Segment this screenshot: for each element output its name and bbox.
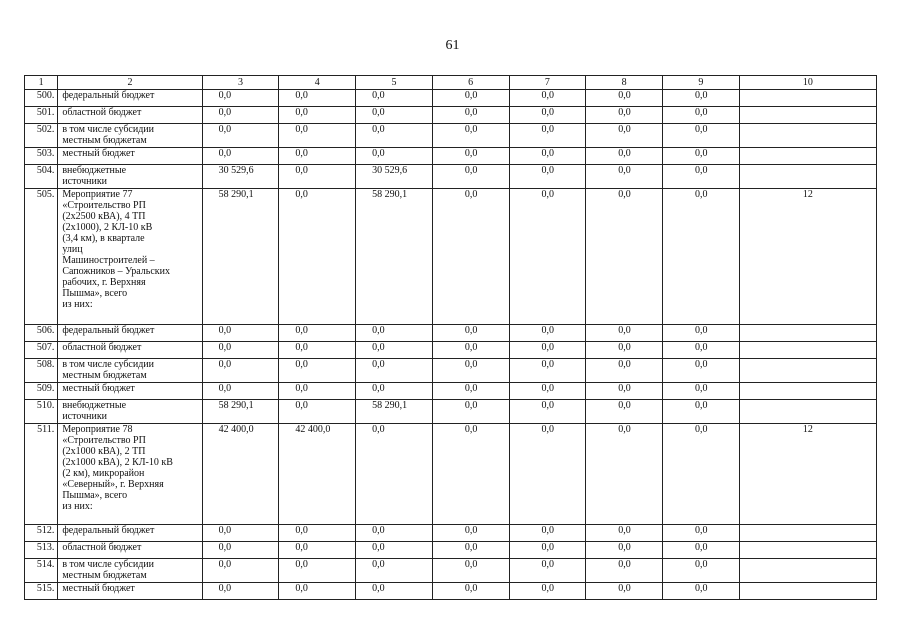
row-number: 509.: [25, 383, 58, 400]
column-header: 1: [25, 76, 58, 90]
value-cell: 0,0: [279, 107, 356, 124]
table-row: [25, 148, 877, 165]
value-cell: 0,0: [586, 342, 663, 359]
row-label: внебюджетные источники: [58, 400, 202, 424]
row-label: областной бюджет: [58, 542, 202, 559]
value-cell: 0,0: [356, 107, 433, 124]
table-row: [25, 107, 877, 124]
table-row: [25, 124, 877, 148]
value-cell: 0,0: [202, 383, 279, 400]
row-number: 503.: [25, 148, 58, 165]
value-cell: 0,0: [202, 342, 279, 359]
note-cell: [739, 124, 876, 148]
value-cell: 0,0: [356, 424, 433, 525]
value-cell: 0,0: [202, 583, 279, 600]
row-number: 512.: [25, 525, 58, 542]
row-number: 510.: [25, 400, 58, 424]
value-cell: 0,0: [356, 542, 433, 559]
row-number: 508.: [25, 359, 58, 383]
value-cell: 58 290,1: [356, 400, 433, 424]
value-cell: 0,0: [586, 542, 663, 559]
column-header: 9: [662, 76, 739, 90]
value-cell: 0,0: [509, 325, 586, 342]
value-cell: 0,0: [356, 342, 433, 359]
value-cell: 0,0: [509, 165, 586, 189]
value-cell: 0,0: [356, 583, 433, 600]
table-row: [25, 325, 877, 342]
row-number: 513.: [25, 542, 58, 559]
value-cell: 42 400,0: [202, 424, 279, 525]
row-number: 507.: [25, 342, 58, 359]
note-cell: [739, 165, 876, 189]
row-label: федеральный бюджет: [58, 90, 202, 107]
table-row: [25, 525, 877, 542]
value-cell: 0,0: [662, 542, 739, 559]
value-cell: 0,0: [356, 148, 433, 165]
value-cell: 0,0: [432, 400, 509, 424]
note-cell: [739, 525, 876, 542]
value-cell: 0,0: [662, 189, 739, 325]
value-cell: 0,0: [202, 542, 279, 559]
value-cell: 0,0: [509, 525, 586, 542]
row-number: 515.: [25, 583, 58, 600]
row-number: 514.: [25, 559, 58, 583]
table-row: [25, 424, 877, 525]
value-cell: 0,0: [586, 559, 663, 583]
column-header: 7: [509, 76, 586, 90]
value-cell: 0,0: [432, 342, 509, 359]
value-cell: 0,0: [356, 359, 433, 383]
column-header: 3: [202, 76, 279, 90]
value-cell: 0,0: [509, 359, 586, 383]
value-cell: 0,0: [432, 148, 509, 165]
table-row: [25, 400, 877, 424]
value-cell: 0,0: [432, 325, 509, 342]
row-label: Мероприятие 77 «Строительство РП (2х2500 кВА), 4 ТП (2х1000), 2 КЛ-10 кВ (3,4 км), в квартале улиц Машиностроителей – Сапожников – Уральских рабочих, г. Верхняя Пышма», всего из них:: [58, 189, 202, 325]
value-cell: 0,0: [509, 400, 586, 424]
value-cell: 0,0: [356, 90, 433, 107]
column-header: 5: [356, 76, 433, 90]
value-cell: 0,0: [662, 90, 739, 107]
row-label: местный бюджет: [58, 583, 202, 600]
table-row: [25, 90, 877, 107]
value-cell: 0,0: [509, 583, 586, 600]
value-cell: 0,0: [509, 148, 586, 165]
table-row: [25, 542, 877, 559]
value-cell: 0,0: [279, 542, 356, 559]
value-cell: 0,0: [586, 583, 663, 600]
value-cell: 30 529,6: [202, 165, 279, 189]
value-cell: 0,0: [432, 107, 509, 124]
value-cell: 0,0: [279, 325, 356, 342]
note-cell: 12: [739, 424, 876, 525]
value-cell: 0,0: [586, 424, 663, 525]
note-cell: [739, 383, 876, 400]
row-label: внебюджетные источники: [58, 165, 202, 189]
value-cell: 0,0: [432, 525, 509, 542]
value-cell: 0,0: [279, 90, 356, 107]
value-cell: 0,0: [662, 359, 739, 383]
value-cell: 0,0: [432, 189, 509, 325]
value-cell: 0,0: [586, 148, 663, 165]
value-cell: 0,0: [279, 124, 356, 148]
value-cell: 0,0: [509, 424, 586, 525]
value-cell: 0,0: [202, 148, 279, 165]
table-body: [25, 76, 877, 600]
note-cell: [739, 542, 876, 559]
value-cell: 0,0: [586, 325, 663, 342]
row-number: 504.: [25, 165, 58, 189]
value-cell: 0,0: [356, 559, 433, 583]
value-cell: 0,0: [586, 383, 663, 400]
column-header: 10: [739, 76, 876, 90]
note-cell: 12: [739, 189, 876, 325]
value-cell: 0,0: [509, 189, 586, 325]
value-cell: 0,0: [586, 165, 663, 189]
column-header: 6: [432, 76, 509, 90]
table-row: [25, 342, 877, 359]
value-cell: 0,0: [356, 525, 433, 542]
table-row: [25, 359, 877, 383]
value-cell: 0,0: [279, 583, 356, 600]
value-cell: 0,0: [279, 559, 356, 583]
value-cell: 0,0: [662, 124, 739, 148]
value-cell: 0,0: [279, 525, 356, 542]
value-cell: 0,0: [586, 189, 663, 325]
budget-table: [24, 75, 877, 600]
value-cell: 0,0: [509, 90, 586, 107]
note-cell: [739, 107, 876, 124]
value-cell: 0,0: [662, 383, 739, 400]
row-label: в том числе субсидии местным бюджетам: [58, 559, 202, 583]
value-cell: 0,0: [586, 124, 663, 148]
note-cell: [739, 342, 876, 359]
table-row: [25, 559, 877, 583]
value-cell: 0,0: [662, 325, 739, 342]
note-cell: [739, 559, 876, 583]
value-cell: 0,0: [662, 583, 739, 600]
value-cell: 0,0: [202, 124, 279, 148]
value-cell: 0,0: [356, 124, 433, 148]
value-cell: 58 290,1: [202, 189, 279, 325]
value-cell: 0,0: [279, 189, 356, 325]
row-number: 501.: [25, 107, 58, 124]
value-cell: 0,0: [509, 342, 586, 359]
value-cell: 58 290,1: [356, 189, 433, 325]
column-header: 2: [58, 76, 202, 90]
value-cell: 0,0: [662, 400, 739, 424]
value-cell: 0,0: [662, 342, 739, 359]
value-cell: 0,0: [202, 107, 279, 124]
value-cell: 0,0: [586, 525, 663, 542]
row-number: 505.: [25, 189, 58, 325]
column-header-row: [25, 76, 877, 90]
value-cell: 0,0: [432, 124, 509, 148]
row-label: местный бюджет: [58, 148, 202, 165]
value-cell: 0,0: [662, 107, 739, 124]
value-cell: 0,0: [586, 400, 663, 424]
note-cell: [739, 400, 876, 424]
value-cell: 0,0: [509, 542, 586, 559]
value-cell: 0,0: [432, 583, 509, 600]
value-cell: 0,0: [586, 107, 663, 124]
table-row: [25, 189, 877, 325]
column-header: 4: [279, 76, 356, 90]
column-header: 8: [586, 76, 663, 90]
value-cell: 0,0: [279, 148, 356, 165]
row-label: областной бюджет: [58, 342, 202, 359]
value-cell: 0,0: [432, 359, 509, 383]
note-cell: [739, 583, 876, 600]
table-row: [25, 583, 877, 600]
value-cell: 0,0: [279, 383, 356, 400]
value-cell: 0,0: [662, 165, 739, 189]
value-cell: 0,0: [202, 325, 279, 342]
value-cell: 0,0: [662, 424, 739, 525]
row-label: областной бюджет: [58, 107, 202, 124]
row-number: 511.: [25, 424, 58, 525]
note-cell: [739, 325, 876, 342]
row-label: федеральный бюджет: [58, 325, 202, 342]
value-cell: 0,0: [432, 424, 509, 525]
value-cell: 42 400,0: [279, 424, 356, 525]
value-cell: 0,0: [586, 359, 663, 383]
value-cell: 0,0: [202, 559, 279, 583]
value-cell: 0,0: [202, 359, 279, 383]
table-row: [25, 383, 877, 400]
value-cell: 0,0: [356, 325, 433, 342]
row-number: 502.: [25, 124, 58, 148]
value-cell: 0,0: [279, 165, 356, 189]
value-cell: 0,0: [202, 525, 279, 542]
value-cell: 0,0: [509, 124, 586, 148]
value-cell: 0,0: [279, 400, 356, 424]
row-label: местный бюджет: [58, 383, 202, 400]
value-cell: 0,0: [356, 383, 433, 400]
value-cell: 0,0: [432, 559, 509, 583]
value-cell: 30 529,6: [356, 165, 433, 189]
value-cell: 0,0: [509, 107, 586, 124]
row-label: в том числе субсидии местным бюджетам: [58, 124, 202, 148]
value-cell: 0,0: [279, 359, 356, 383]
value-cell: 0,0: [662, 148, 739, 165]
value-cell: 0,0: [432, 90, 509, 107]
value-cell: 0,0: [662, 525, 739, 542]
value-cell: 0,0: [509, 383, 586, 400]
note-cell: [739, 148, 876, 165]
value-cell: 0,0: [432, 383, 509, 400]
value-cell: 0,0: [586, 90, 663, 107]
value-cell: 0,0: [662, 559, 739, 583]
value-cell: 0,0: [432, 165, 509, 189]
table-row: [25, 165, 877, 189]
row-label: Мероприятие 78 «Строительство РП (2х1000 кВА), 2 ТП (2х1000 кВА), 2 КЛ-10 кВ (2 км), микрорайон «Северный», г. Верхняя Пышма», всего из них:: [58, 424, 202, 525]
note-cell: [739, 359, 876, 383]
value-cell: 0,0: [202, 90, 279, 107]
page-number: 61: [445, 38, 460, 53]
value-cell: 0,0: [432, 542, 509, 559]
row-number: 506.: [25, 325, 58, 342]
value-cell: 0,0: [509, 559, 586, 583]
value-cell: 0,0: [279, 342, 356, 359]
row-number: 500.: [25, 90, 58, 107]
row-label: федеральный бюджет: [58, 525, 202, 542]
note-cell: [739, 90, 876, 107]
value-cell: 58 290,1: [202, 400, 279, 424]
row-label: в том числе субсидии местным бюджетам: [58, 359, 202, 383]
